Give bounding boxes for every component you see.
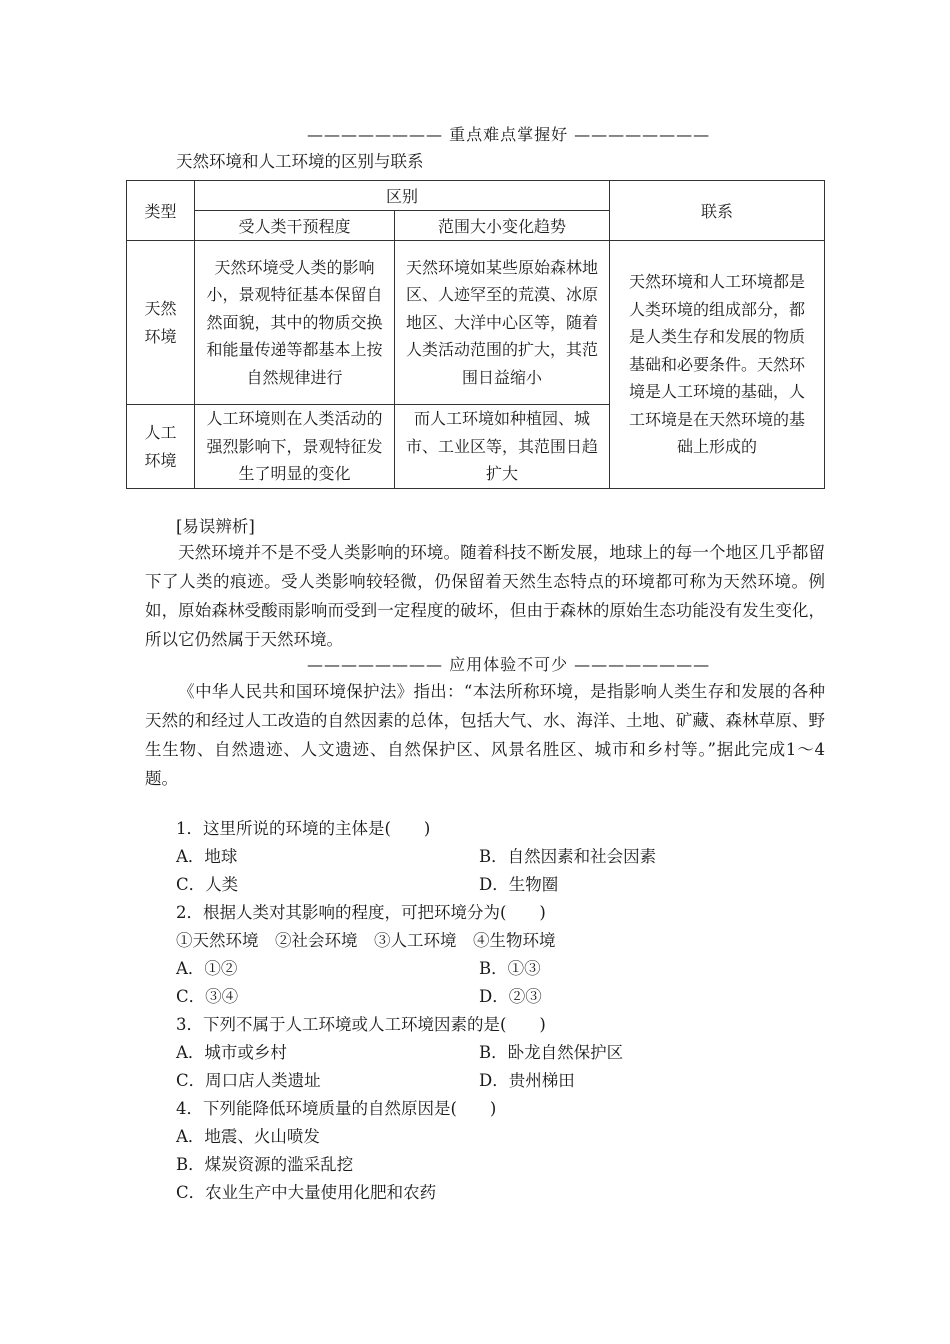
question-3-option-b[interactable]: B．卧龙自然保护区 bbox=[479, 1043, 624, 1062]
row-natural-type bbox=[127, 241, 195, 405]
row-artificial-degree bbox=[195, 405, 395, 489]
row-natural-range-text: 天然环境如某些原始森林地区、人迹罕至的荒漠、冰原地区、大洋中心区等，随着人类活动范围的扩大，其范围日益缩小 bbox=[406, 257, 599, 387]
relation-text: 天然环境和人工环境都是人类环境的组成部分，都是人类生存和发展的物质基础和必要条件。天然环境是人工环境的基础，人工环境是在天然环境的基础上形成的 bbox=[629, 272, 806, 457]
row-artificial-range bbox=[395, 405, 610, 489]
mistake-text: 天然环境并不是不受人类影响的环境。随着科技不断发展，地球上的每一个地区几乎都留下了人类的痕迹。受人类影响较轻微，仍保留着天然生态特点的环境都可称为天然环境。例如，原始森林受酸雨影响而受到一定程度的破坏，但由于森林的原始生态功能没有发生变化，所以它仍然属于天然环境。 bbox=[145, 543, 825, 649]
intro-text: 《中华人民共和国环境保护法》指出：“本法所称环境，是指影响人类生存和发展的各种天然的和经过人工改造的自然因素的总体，包括大气、水、海洋、土地、矿藏、森林草原、野生生物、自然遗迹、人文遗迹、自然保护区、风景名胜区、城市和乡村等。”据此完成1～4题。 bbox=[145, 682, 825, 788]
question-2-option-b[interactable]: B．①③ bbox=[479, 959, 541, 978]
header-intervention-degree: 受人类干预程度 bbox=[195, 211, 395, 241]
row-natural-type-label: 天然环境 bbox=[144, 299, 177, 346]
question-4-option-c[interactable]: C．农业生产中大量使用化肥和农药 bbox=[176, 1183, 437, 1202]
question-4-option-b[interactable]: B．煤炭资源的滥采乱挖 bbox=[176, 1155, 354, 1174]
question-1-option-b[interactable]: B．自然因素和社会因素 bbox=[479, 847, 657, 866]
question-3-option-c[interactable]: C．周口店人类遗址 bbox=[176, 1071, 321, 1090]
question-1-option-a[interactable]: A．地球 bbox=[176, 847, 238, 866]
section-header-application: ———————— 应用体验不可少 ———————— bbox=[307, 655, 711, 674]
comparison-table bbox=[126, 180, 825, 489]
question-2-items: ①天然环境 ②社会环境 ③人工环境 ④生物环境 bbox=[176, 931, 556, 950]
question-1-stem: 1．这里所说的环境的主体是( ) bbox=[176, 819, 431, 838]
intro-paragraph bbox=[145, 677, 825, 793]
row-artificial-degree-text: 人工环境则在人类活动的强烈影响下，景观特征发生了明显的变化 bbox=[206, 409, 383, 484]
question-4-option-a[interactable]: A．地震、火山喷发 bbox=[176, 1127, 320, 1146]
header-range-trend: 范围大小变化趋势 bbox=[395, 211, 610, 241]
row-natural-degree-text: 天然环境受人类的影响小，景观特征基本保留自然面貌，其中的物质交换和能量传递等都基本上按自然规律进行 bbox=[206, 257, 383, 387]
row-artificial-type bbox=[127, 405, 195, 489]
question-2-option-c[interactable]: C．③④ bbox=[176, 987, 239, 1006]
question-4-stem: 4．下列能降低环境质量的自然原因是( ) bbox=[176, 1099, 497, 1118]
question-2-stem: 2．根据人类对其影响的程度，可把环境分为( ) bbox=[176, 903, 546, 922]
mistake-label: [易误辨析] bbox=[176, 517, 255, 536]
question-2-option-d[interactable]: D．②③ bbox=[479, 987, 542, 1006]
header-relation: 联系 bbox=[610, 181, 825, 241]
header-type: 类型 bbox=[127, 181, 195, 241]
row-artificial-type-label: 人工环境 bbox=[144, 423, 177, 470]
question-3-stem: 3．下列不属于人工环境或人工环境因素的是( ) bbox=[176, 1015, 546, 1034]
section-header-key-points: ———————— 重点难点掌握好 ———————— bbox=[307, 125, 711, 144]
question-1-option-c[interactable]: C．人类 bbox=[176, 875, 239, 894]
row-natural-degree bbox=[195, 241, 395, 405]
question-3-option-d[interactable]: D．贵州梯田 bbox=[479, 1071, 575, 1090]
question-2-option-a[interactable]: A．①② bbox=[176, 959, 238, 978]
row-natural-range bbox=[395, 241, 610, 405]
table-caption: 天然环境和人工环境的区别与联系 bbox=[176, 152, 424, 171]
mistake-paragraph bbox=[145, 538, 825, 654]
row-artificial-range-text: 而人工环境如种植园、城市、工业区等，其范围日趋扩大 bbox=[406, 409, 599, 484]
relation-cell bbox=[610, 241, 825, 489]
question-3-option-a[interactable]: A．城市或乡村 bbox=[176, 1043, 287, 1062]
header-difference: 区别 bbox=[195, 181, 610, 211]
question-1-option-d[interactable]: D．生物圈 bbox=[479, 875, 559, 894]
